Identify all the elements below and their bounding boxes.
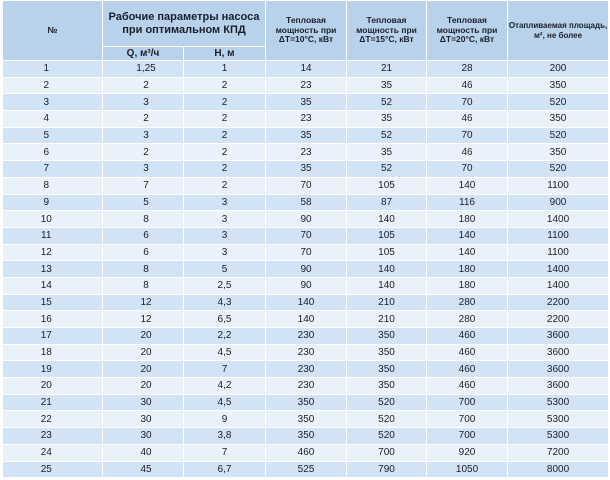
- cell-head-h: 7: [184, 361, 266, 378]
- cell-power-dt10: 58: [266, 194, 347, 211]
- table-row: [3, 127, 609, 144]
- cell-number: 19: [3, 361, 103, 378]
- cell-head-h: 3: [184, 194, 266, 211]
- cell-flow-q: 30: [103, 428, 184, 445]
- cell-number: 5: [3, 127, 103, 144]
- cell-flow-q: 8: [103, 277, 184, 294]
- cell-head-h: 2: [184, 77, 266, 94]
- cell-number: 8: [3, 177, 103, 194]
- cell-power-dt15: 52: [347, 127, 427, 144]
- cell-power-dt15: 87: [347, 194, 427, 211]
- cell-heated-area: 7200: [508, 444, 609, 461]
- cell-power-dt20: 46: [427, 77, 508, 94]
- cell-power-dt15: 700: [347, 444, 427, 461]
- cell-power-dt20: 280: [427, 311, 508, 328]
- cell-power-dt10: 230: [266, 328, 347, 345]
- cell-heated-area: 3600: [508, 344, 609, 361]
- cell-heated-area: 1400: [508, 211, 609, 228]
- table-row: [3, 361, 609, 378]
- cell-heated-area: 900: [508, 194, 609, 211]
- cell-power-dt20: 460: [427, 361, 508, 378]
- cell-number: 12: [3, 244, 103, 261]
- table-row: [3, 94, 609, 111]
- cell-heated-area: 350: [508, 111, 609, 128]
- cell-power-dt15: 35: [347, 111, 427, 128]
- cell-power-dt20: 46: [427, 144, 508, 161]
- cell-power-dt15: 52: [347, 161, 427, 178]
- cell-head-h: 2: [184, 177, 266, 194]
- cell-power-dt20: 140: [427, 227, 508, 244]
- cell-power-dt15: 105: [347, 177, 427, 194]
- cell-flow-q: 40: [103, 444, 184, 461]
- cell-power-dt10: 350: [266, 394, 347, 411]
- cell-number: 22: [3, 411, 103, 428]
- cell-power-dt15: 350: [347, 344, 427, 361]
- cell-head-h: 4,3: [184, 294, 266, 311]
- table-row: [3, 211, 609, 228]
- pump-parameters-table: [2, 0, 609, 478]
- cell-heated-area: 2200: [508, 311, 609, 328]
- cell-power-dt10: 70: [266, 227, 347, 244]
- cell-flow-q: 30: [103, 394, 184, 411]
- cell-heated-area: 1400: [508, 261, 609, 278]
- header-power-dt15: Тепловая мощность при ΔT=15°C, кВт: [347, 1, 427, 61]
- cell-power-dt20: 460: [427, 378, 508, 395]
- cell-power-dt10: 90: [266, 261, 347, 278]
- cell-power-dt20: 180: [427, 261, 508, 278]
- cell-power-dt15: 790: [347, 461, 427, 478]
- cell-flow-q: 3: [103, 94, 184, 111]
- cell-power-dt10: 23: [266, 77, 347, 94]
- cell-head-h: 3: [184, 227, 266, 244]
- cell-heated-area: 5300: [508, 411, 609, 428]
- header-power-dt20: Тепловая мощность при ΔT=20°C, кВт: [427, 1, 508, 61]
- cell-head-h: 2: [184, 127, 266, 144]
- cell-flow-q: 20: [103, 361, 184, 378]
- cell-heated-area: 5300: [508, 394, 609, 411]
- cell-power-dt10: 350: [266, 428, 347, 445]
- cell-head-h: 2,2: [184, 328, 266, 345]
- cell-power-dt15: 35: [347, 144, 427, 161]
- cell-power-dt20: 70: [427, 94, 508, 111]
- cell-number: 1: [3, 61, 103, 78]
- cell-power-dt15: 35: [347, 77, 427, 94]
- cell-number: 11: [3, 227, 103, 244]
- cell-power-dt15: 210: [347, 294, 427, 311]
- cell-heated-area: 520: [508, 94, 609, 111]
- table-row: [3, 428, 609, 445]
- cell-head-h: 3: [184, 244, 266, 261]
- cell-head-h: 6,7: [184, 461, 266, 478]
- cell-power-dt15: 520: [347, 428, 427, 445]
- cell-power-dt20: 920: [427, 444, 508, 461]
- table-body: [3, 61, 609, 478]
- cell-heated-area: 3600: [508, 328, 609, 345]
- cell-head-h: 3,8: [184, 428, 266, 445]
- cell-head-h: 2: [184, 161, 266, 178]
- table-header: [3, 1, 609, 61]
- cell-power-dt20: 46: [427, 111, 508, 128]
- table-row: [3, 194, 609, 211]
- cell-flow-q: 6: [103, 244, 184, 261]
- cell-power-dt20: 180: [427, 211, 508, 228]
- cell-power-dt20: 28: [427, 61, 508, 78]
- cell-power-dt20: 70: [427, 161, 508, 178]
- cell-power-dt20: 700: [427, 428, 508, 445]
- cell-power-dt20: 280: [427, 294, 508, 311]
- cell-head-h: 4,2: [184, 378, 266, 395]
- table-row: [3, 261, 609, 278]
- cell-head-h: 9: [184, 411, 266, 428]
- cell-number: 16: [3, 311, 103, 328]
- cell-power-dt15: 350: [347, 328, 427, 345]
- cell-heated-area: 200: [508, 61, 609, 78]
- header-head-h: H, м: [184, 47, 266, 61]
- cell-number: 17: [3, 328, 103, 345]
- cell-head-h: 2: [184, 94, 266, 111]
- table-row: [3, 328, 609, 345]
- cell-flow-q: 7: [103, 177, 184, 194]
- cell-power-dt20: 1050: [427, 461, 508, 478]
- header-flow-q: Q, м³/ч: [103, 47, 184, 61]
- cell-head-h: 4,5: [184, 344, 266, 361]
- cell-power-dt20: 700: [427, 394, 508, 411]
- cell-power-dt20: 700: [427, 411, 508, 428]
- cell-power-dt20: 70: [427, 127, 508, 144]
- cell-power-dt10: 23: [266, 144, 347, 161]
- cell-flow-q: 3: [103, 127, 184, 144]
- cell-number: 2: [3, 77, 103, 94]
- cell-heated-area: 8000: [508, 461, 609, 478]
- cell-flow-q: 6: [103, 227, 184, 244]
- cell-power-dt10: 460: [266, 444, 347, 461]
- cell-heated-area: 1400: [508, 277, 609, 294]
- cell-number: 18: [3, 344, 103, 361]
- cell-number: 4: [3, 111, 103, 128]
- cell-power-dt15: 105: [347, 227, 427, 244]
- cell-power-dt15: 520: [347, 394, 427, 411]
- cell-number: 20: [3, 378, 103, 395]
- cell-flow-q: 3: [103, 161, 184, 178]
- cell-power-dt10: 140: [266, 311, 347, 328]
- table-row: [3, 144, 609, 161]
- cell-power-dt10: 23: [266, 111, 347, 128]
- cell-power-dt15: 350: [347, 378, 427, 395]
- table-row: [3, 294, 609, 311]
- cell-power-dt15: 140: [347, 261, 427, 278]
- cell-flow-q: 8: [103, 211, 184, 228]
- cell-power-dt10: 350: [266, 411, 347, 428]
- cell-head-h: 5: [184, 261, 266, 278]
- cell-heated-area: 1100: [508, 177, 609, 194]
- cell-head-h: 3: [184, 211, 266, 228]
- cell-flow-q: 5: [103, 194, 184, 211]
- table-row: [3, 411, 609, 428]
- cell-power-dt10: 90: [266, 277, 347, 294]
- cell-power-dt20: 180: [427, 277, 508, 294]
- cell-flow-q: 12: [103, 294, 184, 311]
- cell-power-dt10: 14: [266, 61, 347, 78]
- cell-power-dt15: 52: [347, 94, 427, 111]
- cell-power-dt10: 230: [266, 361, 347, 378]
- cell-head-h: 2: [184, 144, 266, 161]
- cell-number: 9: [3, 194, 103, 211]
- cell-power-dt10: 35: [266, 94, 347, 111]
- table-row: [3, 111, 609, 128]
- table-row: [3, 244, 609, 261]
- cell-flow-q: 2: [103, 144, 184, 161]
- cell-power-dt10: 230: [266, 378, 347, 395]
- header-heated-area: Отапливаемая площадь, м², не более: [508, 1, 609, 61]
- cell-power-dt20: 116: [427, 194, 508, 211]
- cell-head-h: 4,5: [184, 394, 266, 411]
- cell-number: 3: [3, 94, 103, 111]
- cell-power-dt10: 70: [266, 177, 347, 194]
- cell-power-dt10: 35: [266, 127, 347, 144]
- cell-power-dt15: 140: [347, 211, 427, 228]
- header-pump-parameters: Рабочие параметры насоса при оптимальном КПД: [103, 1, 266, 47]
- cell-number: 15: [3, 294, 103, 311]
- cell-number: 13: [3, 261, 103, 278]
- cell-head-h: 6,5: [184, 311, 266, 328]
- table-row: [3, 161, 609, 178]
- cell-number: 7: [3, 161, 103, 178]
- cell-number: 25: [3, 461, 103, 478]
- cell-flow-q: 2: [103, 111, 184, 128]
- cell-flow-q: 45: [103, 461, 184, 478]
- cell-power-dt15: 105: [347, 244, 427, 261]
- cell-heated-area: 520: [508, 161, 609, 178]
- table-row: [3, 444, 609, 461]
- cell-number: 14: [3, 277, 103, 294]
- table-row: [3, 311, 609, 328]
- cell-head-h: 7: [184, 444, 266, 461]
- header-power-dt10: Тепловая мощность при ΔT=10°C, кВт: [266, 1, 347, 61]
- cell-power-dt10: 90: [266, 211, 347, 228]
- table-row: [3, 461, 609, 478]
- cell-head-h: 1: [184, 61, 266, 78]
- table-row: [3, 378, 609, 395]
- table-row: [3, 227, 609, 244]
- cell-flow-q: 2: [103, 77, 184, 94]
- cell-number: 21: [3, 394, 103, 411]
- cell-power-dt15: 21: [347, 61, 427, 78]
- cell-heated-area: 350: [508, 144, 609, 161]
- header-number: №: [3, 1, 103, 61]
- cell-heated-area: 1100: [508, 244, 609, 261]
- cell-head-h: 2: [184, 111, 266, 128]
- cell-flow-q: 8: [103, 261, 184, 278]
- cell-heated-area: 2200: [508, 294, 609, 311]
- cell-power-dt15: 350: [347, 361, 427, 378]
- cell-number: 23: [3, 428, 103, 445]
- cell-power-dt15: 520: [347, 411, 427, 428]
- cell-head-h: 2,5: [184, 277, 266, 294]
- cell-flow-q: 1,25: [103, 61, 184, 78]
- cell-number: 6: [3, 144, 103, 161]
- cell-flow-q: 20: [103, 344, 184, 361]
- table-row: [3, 277, 609, 294]
- cell-flow-q: 20: [103, 378, 184, 395]
- cell-power-dt10: 70: [266, 244, 347, 261]
- cell-power-dt20: 460: [427, 328, 508, 345]
- cell-power-dt10: 525: [266, 461, 347, 478]
- cell-heated-area: 1100: [508, 227, 609, 244]
- cell-flow-q: 12: [103, 311, 184, 328]
- table-row: [3, 177, 609, 194]
- table-row: [3, 61, 609, 78]
- table-row: [3, 77, 609, 94]
- cell-power-dt20: 460: [427, 344, 508, 361]
- cell-flow-q: 20: [103, 328, 184, 345]
- cell-heated-area: 5300: [508, 428, 609, 445]
- cell-heated-area: 350: [508, 77, 609, 94]
- cell-power-dt15: 210: [347, 311, 427, 328]
- cell-number: 24: [3, 444, 103, 461]
- cell-power-dt20: 140: [427, 177, 508, 194]
- cell-power-dt20: 140: [427, 244, 508, 261]
- cell-power-dt10: 230: [266, 344, 347, 361]
- cell-heated-area: 520: [508, 127, 609, 144]
- table-row: [3, 344, 609, 361]
- cell-number: 10: [3, 211, 103, 228]
- cell-power-dt10: 140: [266, 294, 347, 311]
- cell-heated-area: 3600: [508, 361, 609, 378]
- cell-power-dt15: 140: [347, 277, 427, 294]
- cell-flow-q: 30: [103, 411, 184, 428]
- cell-heated-area: 3600: [508, 378, 609, 395]
- cell-power-dt10: 35: [266, 161, 347, 178]
- table-row: [3, 394, 609, 411]
